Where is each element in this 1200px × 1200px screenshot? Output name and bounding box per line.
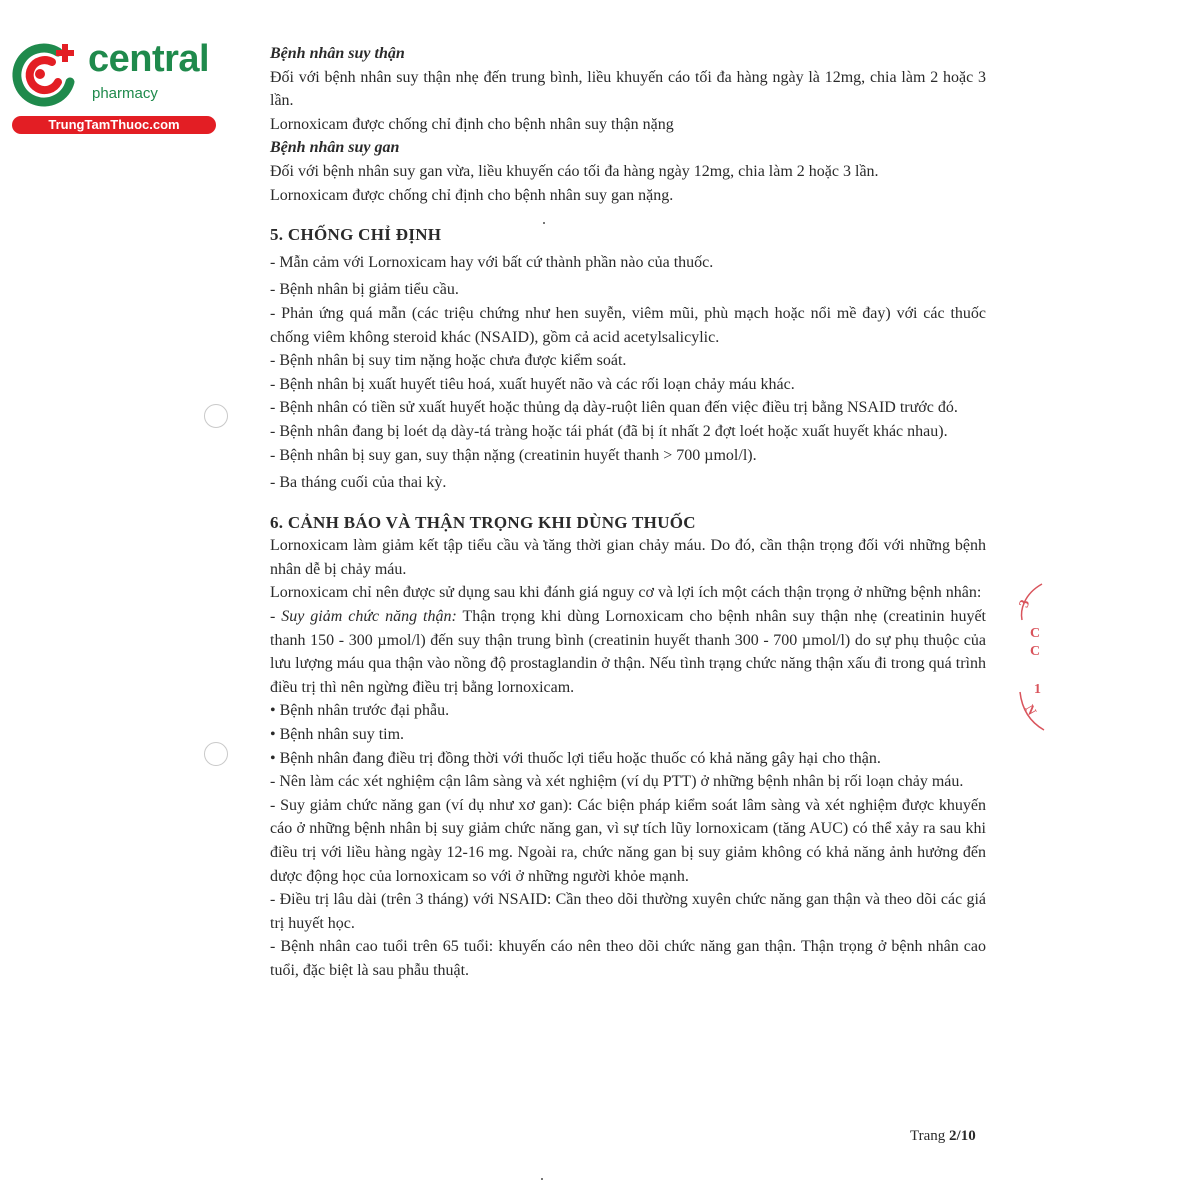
hepatic-paragraph: Đối với bệnh nhân suy gan vừa, liều khuyến cáo tối đa hàng ngày 12mg, chia làm 2 hoặc 3 lần. <box>270 162 879 180</box>
hepatic-contraindication: Lornoxicam được chống chỉ định cho bệnh nhân suy gan nặng. <box>270 186 674 204</box>
renal-impairment-text: Thận trọng khi dùng Lornoxicam cho bệnh nhân suy thận nhẹ (creatinin huyết thanh 150 - 300 µmol/l) đến suy thận trung bình (creatinin huyết thanh 300 - 700 µmol/l) do sự phụ thuộc của lưu lượng máu qua thận vào nồng độ prostaglandin ở thận. Nếu tình trạng chức năng thận xấu đi trong quá trình điều trị thì nên ngừng điều trị bằng lornoxicam. <box>270 608 986 696</box>
page-number <box>910 1128 976 1145</box>
section-5-heading: 5. CHỐNG CHỈ ĐỊNH <box>270 225 442 245</box>
warning-paragraph: Lornoxicam chỉ nên được sử dụng sau khi đánh giá nguy cơ và lợi ích một cách thận trọng ở những bệnh nhân: <box>270 584 982 602</box>
pharmacy-cross-icon <box>12 38 84 110</box>
punch-hole <box>204 404 228 428</box>
renal-paragraph: Đối với bệnh nhân suy thận nhẹ đến trung bình, liều khuyến cáo tối đa hàng ngày là 12mg, chia làm 2 hoặc 3 lần. <box>270 68 986 110</box>
section-6-heading: 6. CẢNH BÁO VÀ THẬN TRỌNG KHI DÙNG THUỐC <box>270 512 696 532</box>
warning-bullet: • Bệnh nhân suy tim. <box>270 726 405 744</box>
hepatic-subheading: Bệnh nhân suy gan <box>270 139 400 157</box>
renal-impairment-paragraph <box>270 605 986 699</box>
page-label: Trang <box>910 1128 946 1144</box>
central-pharmacy-logo[interactable] <box>8 34 218 138</box>
logo-brand-sub: pharmacy <box>92 85 158 102</box>
contraindication-item: - Bệnh nhân bị xuất huyết tiêu hoá, xuất huyết não và các rối loạn chảy máu khác. <box>270 375 795 393</box>
contraindication-item: - Bệnh nhân bị suy tim nặng hoặc chưa được kiểm soát. <box>270 352 627 370</box>
contraindication-item: - Bệnh nhân có tiền sử xuất huyết hoặc thủng dạ dày-ruột liên quan đến việc điều trị bằng NSAID trước đó. <box>270 399 958 417</box>
contraindication-item: - Phản ứng quá mẫn (các triệu chứng như hen suyễn, viêm mũi, phù mạch hoặc nổi mề đay) với các thuốc chống viêm không steroid khác (NSAID), gồm cả acid acetylsalicylic. <box>270 304 986 346</box>
warning-paragraph: - Điều trị lâu dài (trên 3 tháng) với NSAID: Cần theo dõi thường xuyên chức năng gan thận và theo dõi các giá trị huyết học. <box>270 891 986 932</box>
stamp-char: C <box>1030 626 1041 641</box>
contraindication-item: - Mẫn cảm với Lornoxicam hay với bất cứ thành phần nào của thuốc. <box>270 253 714 271</box>
warning-bullet: • Bệnh nhân đang điều trị đồng thời với thuốc lợi tiểu hoặc thuốc có khả năng gây hại cho thận. <box>270 749 881 767</box>
contraindication-item: - Bệnh nhân bị giảm tiểu cầu. <box>270 281 459 299</box>
stamp-char: 3 <box>1016 597 1034 610</box>
contraindication-item: - Bệnh nhân bị suy gan, suy thận nặng (creatinin huyết thanh > 700 µmol/l). <box>270 446 757 464</box>
renal-subheading: Bệnh nhân suy thận <box>270 45 405 62</box>
warning-paragraph: - Suy giảm chức năng gan (ví dụ như xơ gan): Các biện pháp kiểm soát lâm sàng và xét nghiệm được khuyến cáo ở những bệnh nhân bị suy giảm chức năng gan, vì sự tích lũy lornoxicam (tăng AUC) có thể xảy ra sau khi điều trị với liều hàng ngày 12-16 mg. Ngoài ra, chức năng gan bị suy giảm không có khả năng ảnh hưởng đến dược động học của lornoxicam so với ở những người khỏe mạnh. <box>270 796 986 885</box>
document-body <box>270 42 986 983</box>
stamp-char: N <box>1022 701 1040 718</box>
contraindication-item: - Bệnh nhân đang bị loét dạ dày-tá tràng hoặc tái phát (đã bị ít nhất 2 đợt loét hoặc xuất huyết khác nhau). <box>270 422 948 440</box>
renal-contraindication: Lornoxicam được chống chỉ định cho bệnh nhân suy thận nặng <box>270 115 674 133</box>
contraindication-item: - Ba tháng cuối của thai kỳ. <box>270 474 447 492</box>
stamp-char: C <box>1030 644 1041 659</box>
stamp-arc-icon <box>1016 580 1046 740</box>
logo-website[interactable]: TrungTamThuoc.com <box>12 116 216 134</box>
scan-speck <box>541 1178 543 1180</box>
warning-paragraph: - Nên làm các xét nghiệm cận lâm sàng và xét nghiệm (ví dụ PTT) ở những bệnh nhân bị rối loạn chảy máu. <box>270 773 964 791</box>
logo-brand-name: central <box>88 38 210 80</box>
warning-paragraph: Lornoxicam làm giảm kết tập tiểu cầu và tăng thời gian chảy máu. Do đó, cần thận trọng đối với những bệnh nhân dễ bị chảy máu. <box>270 537 986 578</box>
warning-paragraph: - Bệnh nhân cao tuổi trên 65 tuổi: khuyến cáo nên theo dõi chức năng gan thận. Thận trọng ở bệnh nhân cao tuổi, đặc biệt là sau phẫu thuật. <box>270 938 986 979</box>
renal-impairment-lead: - Suy giảm chức năng thận: <box>270 608 457 626</box>
warning-bullet: • Bệnh nhân trước đại phẫu. <box>270 702 450 720</box>
page-value: 2/10 <box>949 1128 976 1144</box>
punch-hole <box>204 742 228 766</box>
stamp-char: 1 <box>1034 682 1041 697</box>
red-stamp-fragment <box>1016 580 1046 740</box>
